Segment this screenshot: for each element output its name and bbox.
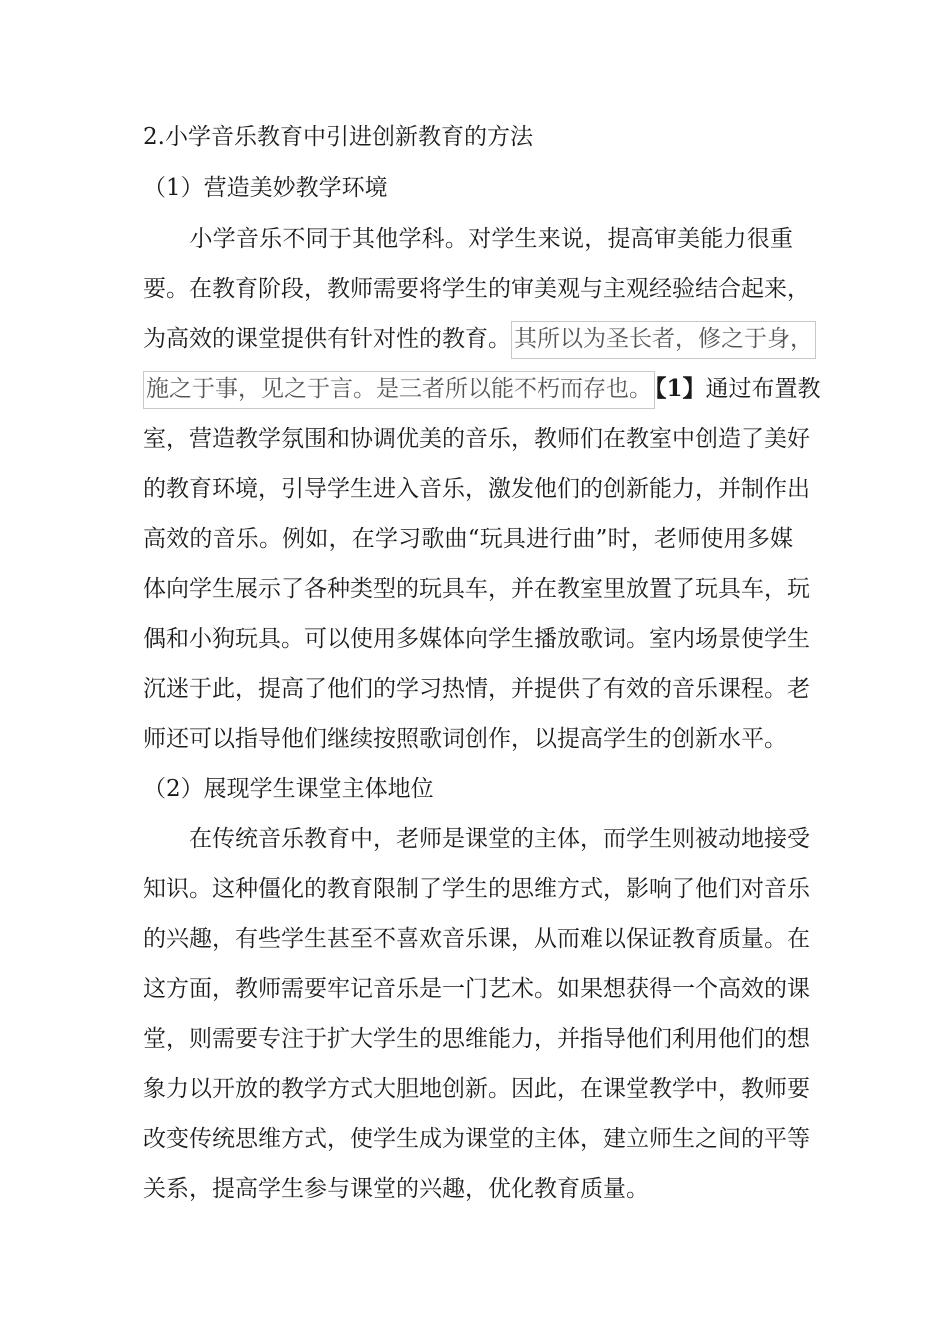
paragraph-line: 的兴趣，有些学生甚至不喜欢音乐课，从而难以保证教育质量。在	[143, 926, 810, 952]
paragraph-line: 在传统音乐教育中，老师是课堂的主体，而学生则被动地接受	[143, 826, 810, 852]
section-heading-main: 2.小学音乐教育中引进创新教育的方法	[143, 124, 533, 150]
paragraph-line: 改变传统思维方式，使学生成为课堂的主体，建立师生之间的平等	[143, 1126, 810, 1152]
paragraph-line-with-quote	[143, 324, 816, 354]
paragraph-line: 偶和小狗玩具。可以使用多媒体向学生播放歌词。室内场景使学生	[143, 626, 810, 652]
paragraph-line: 体向学生展示了各种类型的玩具车，并在教室里放置了玩具车，玩	[143, 576, 810, 602]
subsection-heading-2: （2）展现学生课堂主体地位	[143, 776, 434, 802]
reference-marker: 【1】	[655, 375, 706, 402]
paragraph-text: 通过布置教	[705, 376, 821, 402]
paragraph-line: 象力以开放的教学方式大胆地创新。因此，在课堂教学中，教师要	[143, 1076, 810, 1102]
quotation-highlight: 施之于事，见之于言。是三者所以能不朽而存也。	[143, 371, 655, 409]
paragraph-text: 为高效的课堂提供有针对性的教育。	[143, 326, 511, 352]
paragraph-line: 小学音乐不同于其他学科。对学生来说，提高审美能力很重	[143, 226, 793, 252]
paragraph-line: 的教育环境，引导学生进入音乐，激发他们的创新能力，并制作出	[143, 476, 810, 502]
paragraph-line: 要。在教育阶段，教师需要将学生的审美观与主观经验结合起来，	[143, 276, 810, 302]
paragraph-line: 这方面，教师需要牢记音乐是一门艺术。如果想获得一个高效的课	[143, 976, 810, 1002]
paragraph-line: 高效的音乐。例如，在学习歌曲“玩具进行曲”时，老师使用多媒	[143, 526, 793, 552]
paragraph-line: 关系，提高学生参与课堂的兴趣，优化教育质量。	[143, 1176, 649, 1202]
paragraph-line: 堂，则需要专注于扩大学生的思维能力，并指导他们利用他们的想	[143, 1026, 810, 1052]
paragraph-line-with-quote	[143, 374, 821, 404]
paragraph-line: 室，营造教学氛围和协调优美的音乐，教师们在教室中创造了美好	[143, 426, 810, 452]
paragraph-line: 知识。这种僵化的教育限制了学生的思维方式，影响了他们对音乐	[143, 876, 810, 902]
subsection-heading-1: （1）营造美妙教学环境	[143, 175, 388, 201]
paragraph-line: 师还可以指导他们继续按照歌词创作，以提高学生的创新水平。	[143, 726, 787, 752]
quotation-highlight: 其所以为圣长者，修之于身，	[511, 321, 816, 359]
paragraph-line: 沉迷于此，提高了他们的学习热情，并提供了有效的音乐课程。老	[143, 676, 810, 702]
